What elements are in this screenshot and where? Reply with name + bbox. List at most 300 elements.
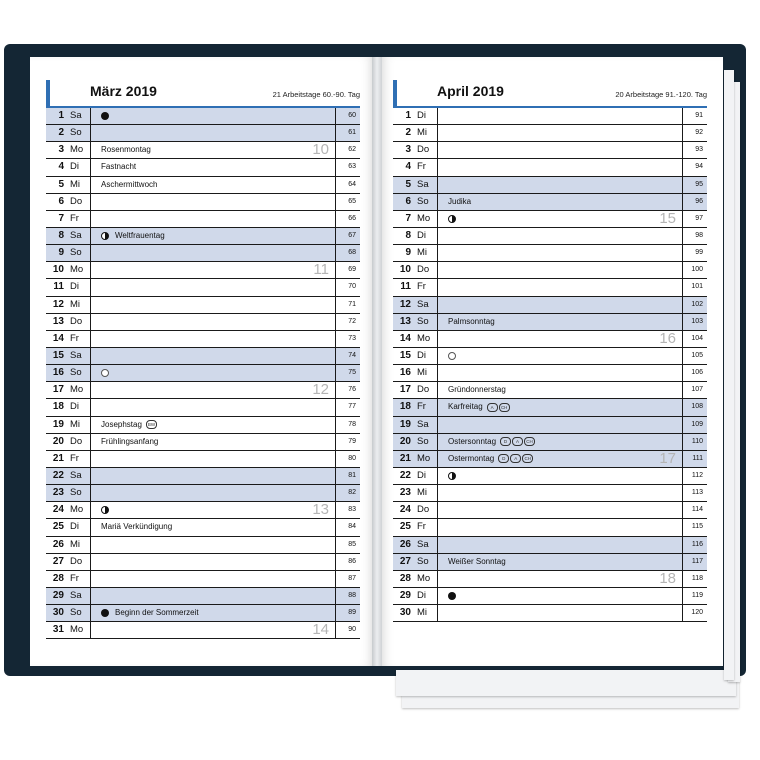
day-number: 6	[405, 195, 411, 207]
day-of-year: 75	[348, 369, 356, 377]
holiday-text: Palmsonntag	[448, 316, 495, 326]
note-cell[interactable]	[90, 537, 336, 553]
note-cell[interactable]	[437, 125, 683, 141]
day-row[interactable]	[46, 365, 360, 382]
holiday-text: Mariä Verkündigung	[101, 522, 173, 532]
day-number: 23	[399, 487, 411, 499]
weekday: Mo	[417, 212, 431, 224]
note-cell[interactable]	[437, 348, 683, 364]
day-number: 16	[399, 367, 411, 379]
day-of-year: 80	[348, 454, 356, 462]
note-cell[interactable]	[437, 108, 683, 124]
note-cell[interactable]	[90, 159, 336, 175]
note-cell[interactable]	[437, 228, 683, 244]
weekday: Sa	[417, 298, 429, 310]
region-badges	[486, 399, 510, 415]
weekday: Di	[70, 521, 79, 533]
region-badge: D	[498, 454, 509, 463]
weekday: Sa	[70, 110, 82, 121]
weekday: Di	[417, 589, 426, 601]
day-number: 17	[399, 384, 411, 396]
day-of-year: 96	[695, 197, 703, 205]
month-header	[393, 80, 707, 108]
holiday-text: Beginn der Sommerzeit	[115, 608, 199, 618]
day-row[interactable]	[46, 228, 360, 245]
day-number: 29	[399, 589, 411, 601]
day-row[interactable]	[393, 365, 707, 382]
day-row[interactable]	[393, 382, 707, 399]
weekday: Sa	[417, 418, 429, 430]
note-cell[interactable]	[437, 142, 683, 158]
day-row[interactable]	[46, 211, 360, 228]
note-cell[interactable]	[90, 228, 336, 244]
note-cell[interactable]	[90, 365, 336, 381]
weekday: Fr	[70, 212, 79, 224]
day-of-year: 92	[695, 129, 703, 137]
day-of-year: 71	[348, 300, 356, 308]
day-row[interactable]	[46, 554, 360, 571]
day-row[interactable]	[46, 537, 360, 554]
day-number: 9	[405, 247, 411, 259]
note-cell[interactable]	[437, 279, 683, 295]
page-stack-sheet	[396, 670, 736, 696]
day-number: 14	[399, 332, 411, 344]
week-number: 13	[312, 501, 329, 519]
day-of-year: 77	[348, 403, 356, 411]
note-cell[interactable]	[90, 485, 336, 501]
day-number: 8	[58, 229, 64, 241]
note-cell[interactable]	[90, 348, 336, 364]
holiday-label	[448, 451, 533, 467]
day-of-year: 88	[348, 591, 356, 599]
day-number: 27	[399, 555, 411, 567]
day-row[interactable]	[393, 348, 707, 365]
day-row[interactable]	[46, 142, 360, 159]
day-number: 4	[405, 161, 411, 173]
week-number: 14	[312, 621, 329, 639]
month-info: 20 Arbeitstage 91.-120. Tag	[615, 90, 707, 99]
day-number: 17	[52, 384, 64, 396]
day-of-year: 85	[348, 540, 356, 548]
day-row[interactable]	[46, 417, 360, 434]
week-number: 16	[659, 329, 676, 347]
note-cell[interactable]	[90, 451, 336, 467]
day-row[interactable]	[46, 177, 360, 194]
day-row[interactable]	[46, 314, 360, 331]
day-of-year: 84	[348, 523, 356, 531]
day-row[interactable]	[393, 177, 707, 194]
weekday: Mo	[70, 144, 84, 156]
note-cell[interactable]	[437, 519, 683, 535]
note-cell[interactable]	[90, 502, 336, 518]
day-row[interactable]	[393, 262, 707, 279]
day-of-year: 108	[691, 403, 703, 411]
day-row[interactable]	[46, 108, 360, 125]
day-row[interactable]	[393, 159, 707, 176]
day-row[interactable]	[46, 348, 360, 365]
note-cell[interactable]	[437, 502, 683, 518]
weekday: So	[70, 607, 82, 619]
note-cell[interactable]	[437, 485, 683, 501]
note-cell[interactable]	[90, 177, 336, 193]
note-cell[interactable]	[90, 399, 336, 415]
note-cell[interactable]	[90, 314, 336, 330]
note-cell[interactable]	[90, 125, 336, 141]
weekday: Fr	[70, 332, 79, 344]
day-of-year: 118	[691, 574, 703, 582]
weekday: Do	[70, 315, 83, 327]
holiday-label	[448, 399, 510, 415]
note-cell[interactable]	[437, 588, 683, 604]
day-row[interactable]	[46, 605, 360, 622]
weekday: Sa	[70, 349, 82, 361]
holiday-text: Karfreitag	[448, 402, 483, 412]
day-row[interactable]	[46, 571, 360, 588]
holiday-label	[448, 382, 506, 398]
day-row[interactable]	[46, 468, 360, 485]
day-number: 16	[52, 367, 64, 379]
weekday: Sa	[70, 589, 82, 601]
day-row[interactable]	[393, 142, 707, 159]
day-of-year: 112	[691, 471, 703, 479]
day-row[interactable]	[46, 399, 360, 416]
day-number: 25	[52, 521, 64, 533]
month-header	[46, 80, 360, 108]
day-row[interactable]	[393, 554, 707, 571]
day-row[interactable]	[393, 279, 707, 296]
region-badges	[499, 434, 535, 450]
day-row[interactable]	[46, 382, 360, 399]
day-number: 11	[400, 281, 411, 293]
note-cell[interactable]	[437, 571, 683, 587]
weekday: Fr	[417, 521, 426, 533]
note-cell[interactable]	[90, 588, 336, 604]
day-number: 5	[405, 178, 411, 190]
note-cell[interactable]	[437, 245, 683, 261]
day-row[interactable]	[393, 194, 707, 211]
day-of-year: 64	[348, 180, 356, 188]
day-number: 27	[52, 555, 64, 567]
holiday-text: Weltfrauentag	[115, 230, 165, 240]
note-cell[interactable]	[437, 262, 683, 278]
day-row[interactable]	[393, 605, 707, 622]
note-cell[interactable]	[437, 468, 683, 484]
day-number: 7	[58, 212, 64, 224]
weekday: Sa	[70, 469, 82, 481]
header-accent-bar	[46, 80, 50, 106]
weekday: So	[417, 315, 429, 327]
day-of-year: 100	[691, 266, 703, 274]
day-row[interactable]	[46, 622, 360, 639]
holiday-text: Ostersonntag	[448, 436, 497, 446]
day-number: 28	[52, 572, 64, 584]
day-number: 7	[405, 212, 411, 224]
day-row[interactable]	[393, 485, 707, 502]
note-cell[interactable]	[437, 314, 683, 330]
full-moon-icon	[101, 112, 109, 120]
day-number: 6	[58, 195, 64, 207]
note-cell[interactable]	[90, 468, 336, 484]
day-of-year: 104	[691, 334, 703, 342]
weekday: Mo	[70, 624, 84, 636]
note-cell[interactable]	[90, 554, 336, 570]
note-cell[interactable]	[90, 417, 336, 433]
note-cell[interactable]	[437, 382, 683, 398]
day-row[interactable]	[393, 125, 707, 142]
weekday: So	[417, 555, 429, 567]
day-of-year: 115	[691, 523, 703, 531]
half-moon-icon	[101, 506, 109, 514]
day-row[interactable]	[393, 588, 707, 605]
holiday-text: Weißer Sonntag	[448, 556, 506, 566]
note-cell[interactable]	[437, 554, 683, 570]
note-cell[interactable]	[437, 605, 683, 621]
note-cell[interactable]	[437, 399, 683, 415]
day-row[interactable]	[393, 399, 707, 416]
weekday: Mo	[70, 264, 84, 276]
note-cell[interactable]	[90, 297, 336, 313]
day-row[interactable]	[46, 245, 360, 262]
day-row[interactable]	[393, 519, 707, 536]
weekday: So	[70, 247, 82, 259]
region-badge: A	[510, 454, 521, 463]
day-row[interactable]	[46, 194, 360, 211]
day-row[interactable]	[393, 228, 707, 245]
weekday: Sa	[417, 538, 429, 550]
day-of-year: 113	[691, 489, 703, 497]
note-cell[interactable]	[90, 245, 336, 261]
weekday: Mi	[70, 298, 81, 310]
week-number: 15	[659, 209, 676, 227]
week-number: 10	[312, 141, 329, 159]
note-cell[interactable]	[437, 297, 683, 313]
weekday: Mi	[417, 247, 428, 259]
day-of-year: 60	[348, 112, 356, 119]
note-cell[interactable]	[437, 417, 683, 433]
day-number: 13	[52, 315, 64, 327]
day-number: 30	[399, 607, 411, 619]
day-row[interactable]	[46, 451, 360, 468]
note-cell[interactable]	[437, 331, 683, 347]
note-cell[interactable]	[437, 159, 683, 175]
day-row[interactable]	[46, 434, 360, 451]
day-row[interactable]	[393, 502, 707, 519]
day-row[interactable]	[46, 262, 360, 279]
day-row[interactable]	[46, 588, 360, 605]
day-of-year: 114	[691, 506, 703, 514]
day-number: 3	[405, 144, 411, 156]
day-row[interactable]	[46, 502, 360, 519]
day-row[interactable]	[46, 485, 360, 502]
day-of-year: 107	[691, 386, 703, 394]
day-number: 8	[405, 229, 411, 241]
day-number: 2	[405, 127, 411, 139]
holiday-text: Gründonnerstag	[448, 385, 506, 395]
holiday-label	[101, 519, 172, 535]
day-of-year: 72	[348, 317, 356, 325]
note-cell[interactable]	[437, 537, 683, 553]
day-of-year: 119	[691, 591, 703, 599]
note-cell[interactable]	[90, 571, 336, 587]
weekday: Mo	[417, 572, 431, 584]
new-moon-icon	[101, 369, 109, 377]
day-number: 22	[52, 469, 64, 481]
day-number: 29	[52, 589, 64, 601]
note-cell[interactable]	[437, 365, 683, 381]
note-cell[interactable]	[90, 434, 336, 450]
note-cell[interactable]	[90, 108, 336, 124]
day-number: 15	[52, 349, 64, 361]
day-row[interactable]	[393, 108, 707, 125]
holiday-text: Fastnacht	[101, 162, 137, 172]
weekday: So	[417, 435, 429, 447]
holiday-label	[101, 142, 151, 158]
day-number: 26	[399, 538, 411, 550]
note-cell[interactable]	[90, 262, 336, 278]
day-row[interactable]	[46, 297, 360, 314]
region-badge: CH	[522, 454, 533, 463]
note-cell[interactable]	[437, 194, 683, 210]
weekday: Do	[70, 555, 83, 567]
week-number: 12	[312, 381, 329, 399]
day-number: 1	[58, 110, 64, 121]
weekday: Di	[70, 401, 79, 413]
day-of-year: 90	[348, 626, 356, 634]
region-badge: BW	[147, 421, 156, 427]
full-moon-icon	[448, 592, 456, 600]
holiday-text: Ostermontag	[448, 453, 495, 463]
weekday: Di	[417, 469, 426, 481]
new-moon-icon	[448, 352, 456, 360]
day-number: 2	[58, 127, 64, 139]
month-title: März 2019	[90, 83, 157, 99]
note-cell[interactable]	[437, 177, 683, 193]
day-number: 31	[52, 624, 64, 636]
day-number: 10	[399, 264, 411, 276]
note-cell[interactable]	[437, 434, 683, 450]
day-row[interactable]	[393, 434, 707, 451]
holiday-label	[115, 605, 199, 621]
day-row[interactable]	[393, 297, 707, 314]
day-row[interactable]	[393, 211, 707, 228]
day-number: 12	[399, 298, 411, 310]
day-number: 13	[399, 315, 411, 327]
day-of-year: 95	[695, 180, 703, 188]
day-number: 12	[52, 298, 64, 310]
day-row[interactable]	[46, 125, 360, 142]
note-cell[interactable]	[90, 519, 336, 535]
holiday-text: Josephstag	[101, 419, 142, 429]
day-of-year: 78	[348, 420, 356, 428]
weekday: Do	[417, 144, 430, 156]
note-cell[interactable]	[90, 194, 336, 210]
holiday-text: Judika	[448, 196, 472, 206]
week-number: 11	[313, 261, 329, 279]
day-of-year: 76	[348, 386, 356, 394]
day-row[interactable]	[393, 245, 707, 262]
day-number: 19	[52, 418, 64, 430]
note-cell[interactable]	[90, 622, 336, 638]
note-cell[interactable]	[437, 211, 683, 227]
region-badges	[145, 417, 157, 433]
note-cell[interactable]	[90, 382, 336, 398]
day-of-year: 105	[691, 351, 703, 359]
note-cell[interactable]	[90, 211, 336, 227]
region-badge: CH	[499, 403, 510, 412]
day-number: 21	[52, 452, 64, 464]
holiday-label	[101, 434, 158, 450]
day-of-year: 68	[348, 249, 356, 257]
day-of-year: 111	[692, 454, 703, 462]
book-gutter	[372, 57, 382, 666]
weekday: Mo	[417, 332, 431, 344]
day-of-year: 101	[691, 283, 703, 291]
day-number: 10	[52, 264, 64, 276]
day-number: 11	[53, 281, 64, 293]
day-number: 1	[405, 110, 411, 121]
month-title: April 2019	[437, 83, 504, 99]
weekday: Di	[417, 110, 426, 121]
calendar-march	[46, 80, 360, 639]
day-of-year: 69	[348, 266, 356, 274]
day-number: 18	[399, 401, 411, 413]
weekday: Sa	[70, 229, 82, 241]
weekday: Do	[70, 195, 83, 207]
day-of-year: 109	[691, 420, 703, 428]
day-number: 21	[399, 452, 411, 464]
region-badge: A	[487, 403, 498, 412]
weekday: Mo	[70, 384, 84, 396]
day-row[interactable]	[46, 519, 360, 536]
day-row[interactable]	[393, 571, 707, 588]
day-of-year: 83	[348, 506, 356, 514]
day-row[interactable]	[393, 468, 707, 485]
day-row[interactable]	[46, 279, 360, 296]
note-cell[interactable]	[90, 142, 336, 158]
holiday-label	[448, 554, 506, 570]
day-of-year: 89	[348, 609, 356, 617]
day-number: 14	[52, 332, 64, 344]
day-rows	[46, 108, 360, 639]
day-number: 23	[52, 487, 64, 499]
day-of-year: 99	[695, 249, 703, 257]
day-row[interactable]	[393, 417, 707, 434]
note-cell[interactable]	[90, 279, 336, 295]
note-cell[interactable]	[90, 331, 336, 347]
day-row[interactable]	[393, 537, 707, 554]
half-moon-icon	[448, 215, 456, 223]
weekday: Mi	[70, 538, 81, 550]
note-cell[interactable]	[90, 605, 336, 621]
day-row[interactable]	[393, 451, 707, 468]
day-of-year: 91	[695, 112, 703, 119]
day-number: 25	[399, 521, 411, 533]
weekday: Di	[417, 229, 426, 241]
day-row[interactable]	[46, 159, 360, 176]
day-of-year: 106	[691, 369, 703, 377]
holiday-label	[448, 434, 535, 450]
day-row[interactable]	[46, 331, 360, 348]
day-of-year: 97	[695, 214, 703, 222]
weekday: Mi	[70, 178, 81, 190]
day-number: 24	[399, 504, 411, 516]
day-of-year: 73	[348, 334, 356, 342]
day-row[interactable]	[393, 314, 707, 331]
week-number: 18	[659, 569, 676, 587]
day-row[interactable]	[393, 331, 707, 348]
note-cell[interactable]	[437, 451, 683, 467]
weekday: Fr	[417, 281, 426, 293]
